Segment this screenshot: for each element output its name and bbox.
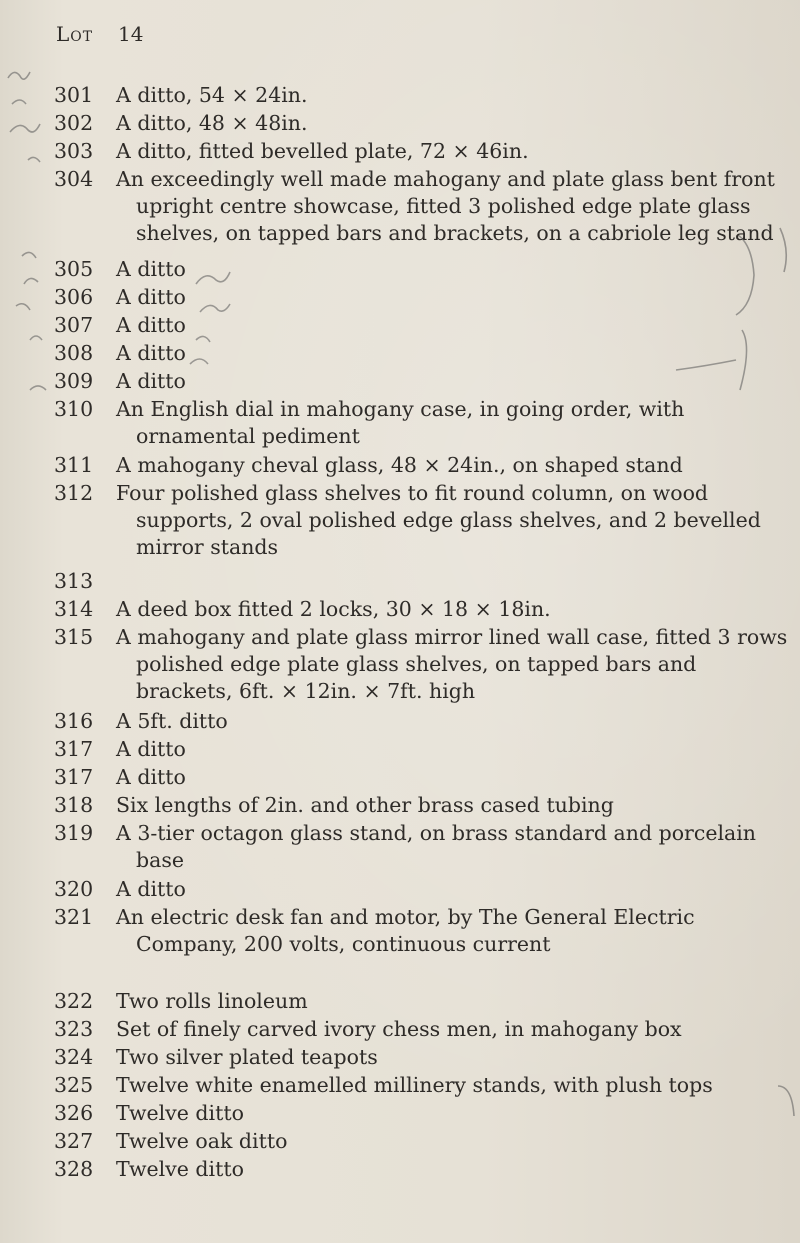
lot-number: 311 [54,453,94,477]
lot-description: A ditto [116,737,186,761]
lot-number: 310 [54,397,94,421]
lot-description: Twelve white enamelled millinery stands, with plush tops [116,1073,713,1097]
lot-description: A ditto [116,877,186,901]
lot-number: 308 [54,341,94,365]
lot-description: A 3-tier octagon glass stand, on brass standard and porcelain base [116,821,757,872]
lot-description: A ditto, 48 × 48in. [116,111,308,135]
lot-column-heading: Lot [56,22,94,46]
lot-description: Twelve oak ditto [116,1129,288,1153]
lot-number: 302 [54,111,94,135]
lot-number: 303 [54,139,94,163]
lot-number: 320 [54,877,94,901]
lot-description: A ditto, fitted bevelled plate, 72 × 46in. [116,139,529,163]
lot-description: A mahogany and plate glass mirror lined wall case, fitted 3 rows polished edge plate glass shelves, on tapped bars and brackets, 6ft. × 12in. × 7ft. high [116,625,788,703]
lot-number: 301 [54,83,94,107]
lot-description: A ditto [116,313,186,337]
lot-description: A ditto [116,341,186,365]
lot-number: 319 [54,821,94,845]
lot-number: 305 [54,257,94,281]
lot-number: 328 [54,1157,94,1181]
lot-number: 309 [54,369,94,393]
lot-description: Twelve ditto [116,1101,244,1125]
lot-number: 322 [54,989,94,1013]
lot-number: 312 [54,481,94,505]
lot-description: An exceedingly well made mahogany and plate glass bent front upright centre showcase, fitted 3 polished edge plate glass shelves, on tapped bars and brackets, on a cabriole leg stand [116,167,775,245]
lot-description: Six lengths of 2in. and other brass cased tubing [116,793,614,817]
lot-number: 325 [54,1073,94,1097]
page-number: 14 [118,22,144,46]
lot-number: 326 [54,1101,94,1125]
lot-number: 315 [54,625,94,649]
lot-number: 317 [54,737,94,761]
lot-description: Four polished glass shelves to fit round column, on wood supports, 2 oval polished edge glass shelves, and 2 bevelled mirror stands [116,481,761,559]
lot-description: Two rolls linoleum [116,989,308,1013]
lot-number: 324 [54,1045,94,1069]
lot-description: An electric desk fan and motor, by The General Electric Company, 200 volts, continuous current [116,905,695,956]
lot-description: Set of finely carved ivory chess men, in mahogany box [116,1017,682,1041]
lot-number: 316 [54,709,94,733]
lot-number: 327 [54,1129,94,1153]
lot-number: 314 [54,597,94,621]
lot-number: 317 [54,765,94,789]
lot-description: A deed box fitted 2 locks, 30 × 18 × 18in. [116,597,551,621]
lot-description: A 5ft. ditto [116,709,228,733]
lot-number: 304 [54,167,94,191]
lot-description: Two silver plated teapots [116,1045,378,1069]
lot-number: 321 [54,905,94,929]
lot-number: 313 [54,569,94,593]
lot-description: A ditto [116,765,186,789]
lot-description: A ditto, 54 × 24in. [116,83,308,107]
lot-description: A ditto [116,285,186,309]
lot-description: A ditto [116,257,186,281]
lot-description: A mahogany cheval glass, 48 × 24in., on shaped stand [116,453,683,477]
lot-description: An English dial in mahogany case, in going order, with ornamental pediment [116,397,685,448]
lot-number: 323 [54,1017,94,1041]
lot-number: 306 [54,285,94,309]
lot-description: A ditto [116,369,186,393]
lot-number: 318 [54,793,94,817]
lot-description: Twelve ditto [116,1157,244,1181]
lot-number: 307 [54,313,94,337]
